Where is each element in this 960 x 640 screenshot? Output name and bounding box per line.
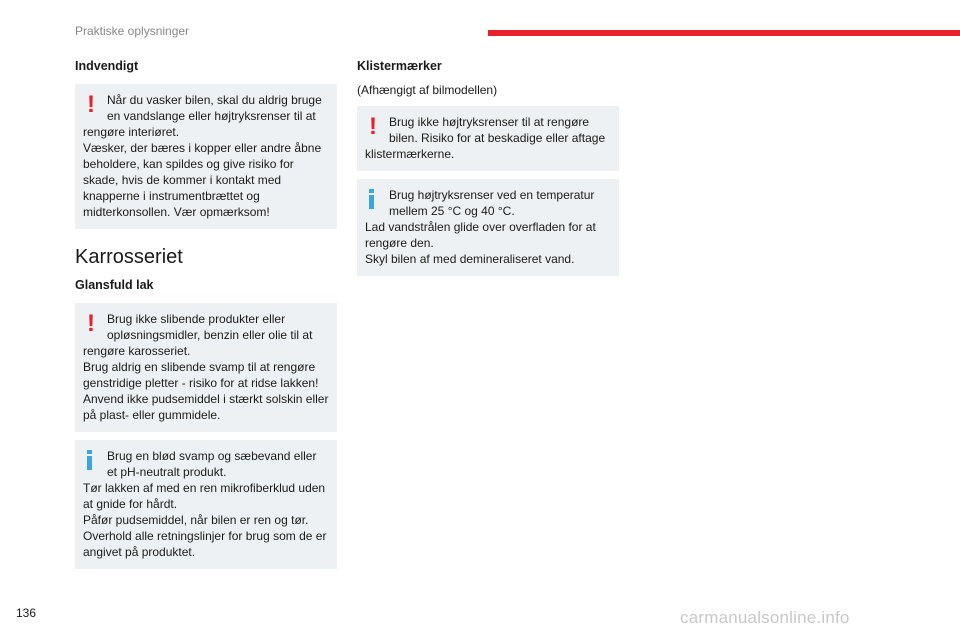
- model-note: (Afhængigt af bilmodellen): [357, 83, 498, 97]
- left-column: [75, 58, 337, 569]
- section-heading-klistermaerker: Klistermærker: [357, 59, 442, 73]
- watermark: carmanualsonline.info: [680, 608, 850, 627]
- info-icon: [369, 189, 379, 211]
- info-icon: [87, 450, 97, 472]
- warning-exclamation-icon: !: [369, 113, 377, 140]
- warning-exclamation-icon: !: [87, 310, 95, 337]
- info-box-karrosseriet: [75, 440, 337, 569]
- warning-text-first: Brug ikke højtryksrenser til at rengøre bilen. Risiko for at beskadige eller aftage: [389, 115, 606, 145]
- warning-text-line: Væsker, der bæres i kopper eller andre åbne beholdere, kan spildes og give risiko for skade, hvis de kommer i kontakt med knapperne i instrumentbrættet og midterkonsollen. Vær opmærksom!: [83, 141, 322, 219]
- info-text-line: Tør lakken af med en ren mikrofiberklud uden at gnide for hårdt.: [83, 481, 326, 511]
- section-title-karrosseriet: Karrosseriet: [75, 246, 183, 268]
- section-heading-indvendigt: Indvendigt: [75, 59, 139, 73]
- info-text-line: Lad vandstrålen glide over overfladen for at rengøre den.: [365, 220, 596, 250]
- subheading-glansfuld-lak: Glansfuld lak: [75, 278, 154, 292]
- warning-text-line: Brug aldrig en slibende svamp til at rengøre genstridige pletter - risiko for at ridse lakken!: [83, 360, 319, 390]
- warning-text-first: Når du vasker bilen, skal du aldrig bruge en vandslange eller højtryksrenser til at: [107, 93, 322, 123]
- warning-text-line: klistermærkerne.: [365, 147, 455, 161]
- warning-box-karrosseriet: [75, 303, 337, 432]
- info-text-line: Skyl bilen af med demineraliseret vand.: [365, 252, 575, 266]
- info-text-line: Påfør pudsemiddel, når bilen er ren og tør.: [83, 513, 309, 527]
- info-box-klistermaerker: [357, 179, 619, 276]
- warning-text-first: Brug ikke slibende produkter eller opløsningsmidler, benzin eller olie til at: [107, 312, 313, 342]
- page-number: 136: [16, 606, 37, 620]
- header-accent-bar: [488, 30, 960, 36]
- warning-text-line: rengøre karosseriet.: [83, 344, 191, 358]
- warning-text-line: rengøre interiøret.: [83, 125, 180, 139]
- warning-text-line: Anvend ikke pudsemiddel i stærkt solskin eller på plast- eller gummidele.: [83, 392, 329, 422]
- warning-box-indvendigt: [75, 84, 337, 229]
- warning-exclamation-icon: !: [87, 91, 95, 118]
- warning-box-klistermaerker: [357, 106, 619, 171]
- info-text-line: Overhold alle retningslinjer for brug som de er angivet på produktet.: [83, 529, 327, 559]
- page-header-title: Praktiske oplysninger: [75, 24, 190, 38]
- right-column: [357, 58, 619, 276]
- info-text-first: Brug højtryksrenser ved en temperatur mellem 25 °C og 40 °C.: [389, 188, 595, 218]
- info-text-first: Brug en blød svamp og sæbevand eller et pH-neutralt produkt.: [107, 449, 317, 479]
